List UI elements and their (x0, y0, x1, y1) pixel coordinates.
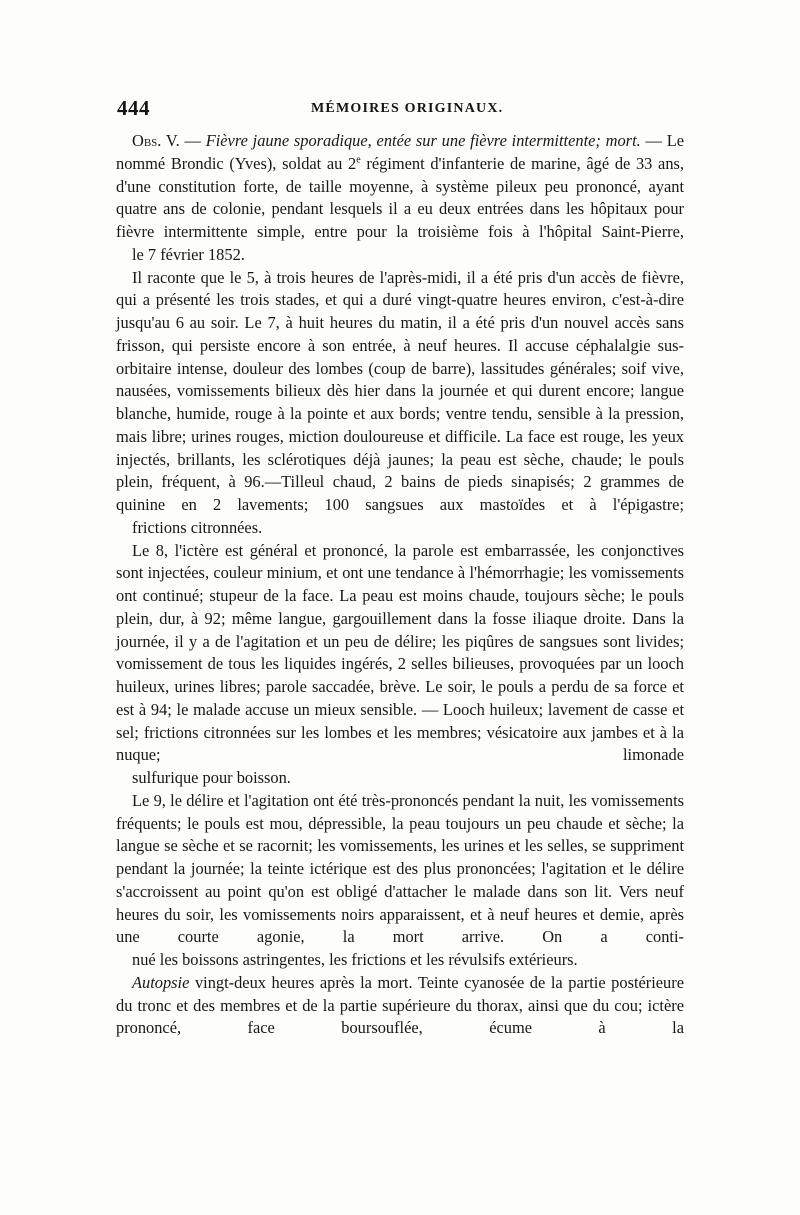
paragraph-text: Le 8, l'ictère est général et prononcé, la parole est embarrassée, les conjonctives sont injectées, couleur minium, et ont une tendance à l'hémorrhagie; les vomissements ont continué; stupeur de la face. La peau est moins chaude, toujours sèche; le pouls plein, dur, à 92; même langue, gargouillement dans la fosse iliaque droite. Dans la journée, il y a de l'agitation et un peu de délire; les piqûres de sangsues sont livides; vomissement de tous les liquides ingérés, 2 selles bilieuses, provoquées par un looch huileux, urines libres; parole saccadée, brève. Le soir, le pouls a perdu de sa force et est à 94; le malade accuse un mieux sensible. — Looch huileux; lavement de casse et sel; frictions citronnées sur les lombes et les membres; vésicatoire aux jambes et à la nuque; limonade (116, 540, 684, 765)
ordinal-superscript: e (356, 154, 361, 166)
paragraph-text: Le 9, le délire et l'agitation ont été très-prononcés pendant la nuit, les vomissements fréquents; le pouls est mou, dépressible, la peau toujours un peu chaude et sèche; la langue se sèche et se racornit; les vomissements, les urines et les selles, se suppriment pendant la journée; la teinte ictérique est des plus prononcées; l'agitation et le délire s'accroissent au point qu'on est obligé d'attacher le malade dans son lit. Vers neuf heures du soir, les vomissements noirs apparaissent, et à neuf heures et demie, après une courte agonie, la mort arrive. On a conti- (116, 790, 684, 947)
autopsy-label: Autopsie (132, 972, 190, 992)
paragraph-last-line: frictions citronnées. (132, 517, 263, 537)
observation-label: Obs. V. (132, 131, 180, 150)
heading-dash: — (179, 131, 206, 150)
body-text (116, 130, 684, 1040)
running-title: MÉMOIRES ORIGINAUX. (311, 101, 504, 116)
page-header (117, 96, 685, 122)
paragraph-text-continued: régiment d'infanterie de marine, âgé de 33 ans, d'une constitution forte, de taille moyenne, à système pileux peu prononcé, ayant quatre ans de colonie, pendant lesquels il a eu deux entrées dans les hôpitaux pour fièvre intermittente simple, entre pour la troisième fois à l'hôpital Saint-Pierre, (116, 153, 684, 241)
paragraph-day-9 (116, 790, 684, 972)
paragraph-last-line: le 7 février 1852. (132, 244, 245, 264)
paragraph-observation-heading (116, 130, 684, 267)
paragraph-history (116, 267, 684, 540)
paragraph-day-8 (116, 540, 684, 790)
page-number: 444 (117, 96, 150, 120)
paragraph-text: — Le nommé Brondic (Yves), soldat au 2 (116, 131, 684, 173)
paragraph-text: vingt-deux heures après la mort. Teinte cyanosée de la partie postérieure du tronc et des membres et de la partie supérieure du thorax, ainsi que du cou; ictère prononcé, face boursouflée, écume à la (116, 972, 684, 1038)
observation-title: Fièvre jaune sporadique, entée sur une fièvre intermittente; mort. (205, 131, 641, 150)
paragraph-last-line: sulfurique pour boisson. (132, 768, 291, 787)
paragraph-autopsy (116, 972, 684, 1040)
paragraph-text: Il raconte que le 5, à trois heures de l'après-midi, il a été pris d'un accès de fièvre, qui a présenté les trois stades, et qui a duré vingt-quatre heures environ, c'est-à-dire jusqu'au 6 au soir. Le 7, à huit heures du matin, il a été pris d'un nouvel accès sans frisson, qui persiste encore à son entrée, à neuf heures. Il accuse céphalalgie sus-orbitaire intense, douleur des lombes (coup de barre), lassitudes générales; soif vive, nausées, vomissements bilieux dès hier dans la journée et qui durent encore; langue blanche, humide, rouge à la pointe et aux bords; ventre tendu, sensible à la pression, mais libre; urines rouges, miction douloureuse et difficile. La face est rouge, les yeux injectés, brillants, les sclérotiques déjà jaunes; la peau est sèche, chaude; le pouls plein, fréquent, à 96.—Tilleul chaud, 2 bains de pieds sinapisés; 2 grammes de quinine en 2 lavements; 100 sangsues aux mastoïdes et à l'épigastre; (116, 267, 684, 514)
paragraph-last-line: nué les boissons astringentes, les frictions et les révulsifs extérieurs. (132, 950, 578, 969)
